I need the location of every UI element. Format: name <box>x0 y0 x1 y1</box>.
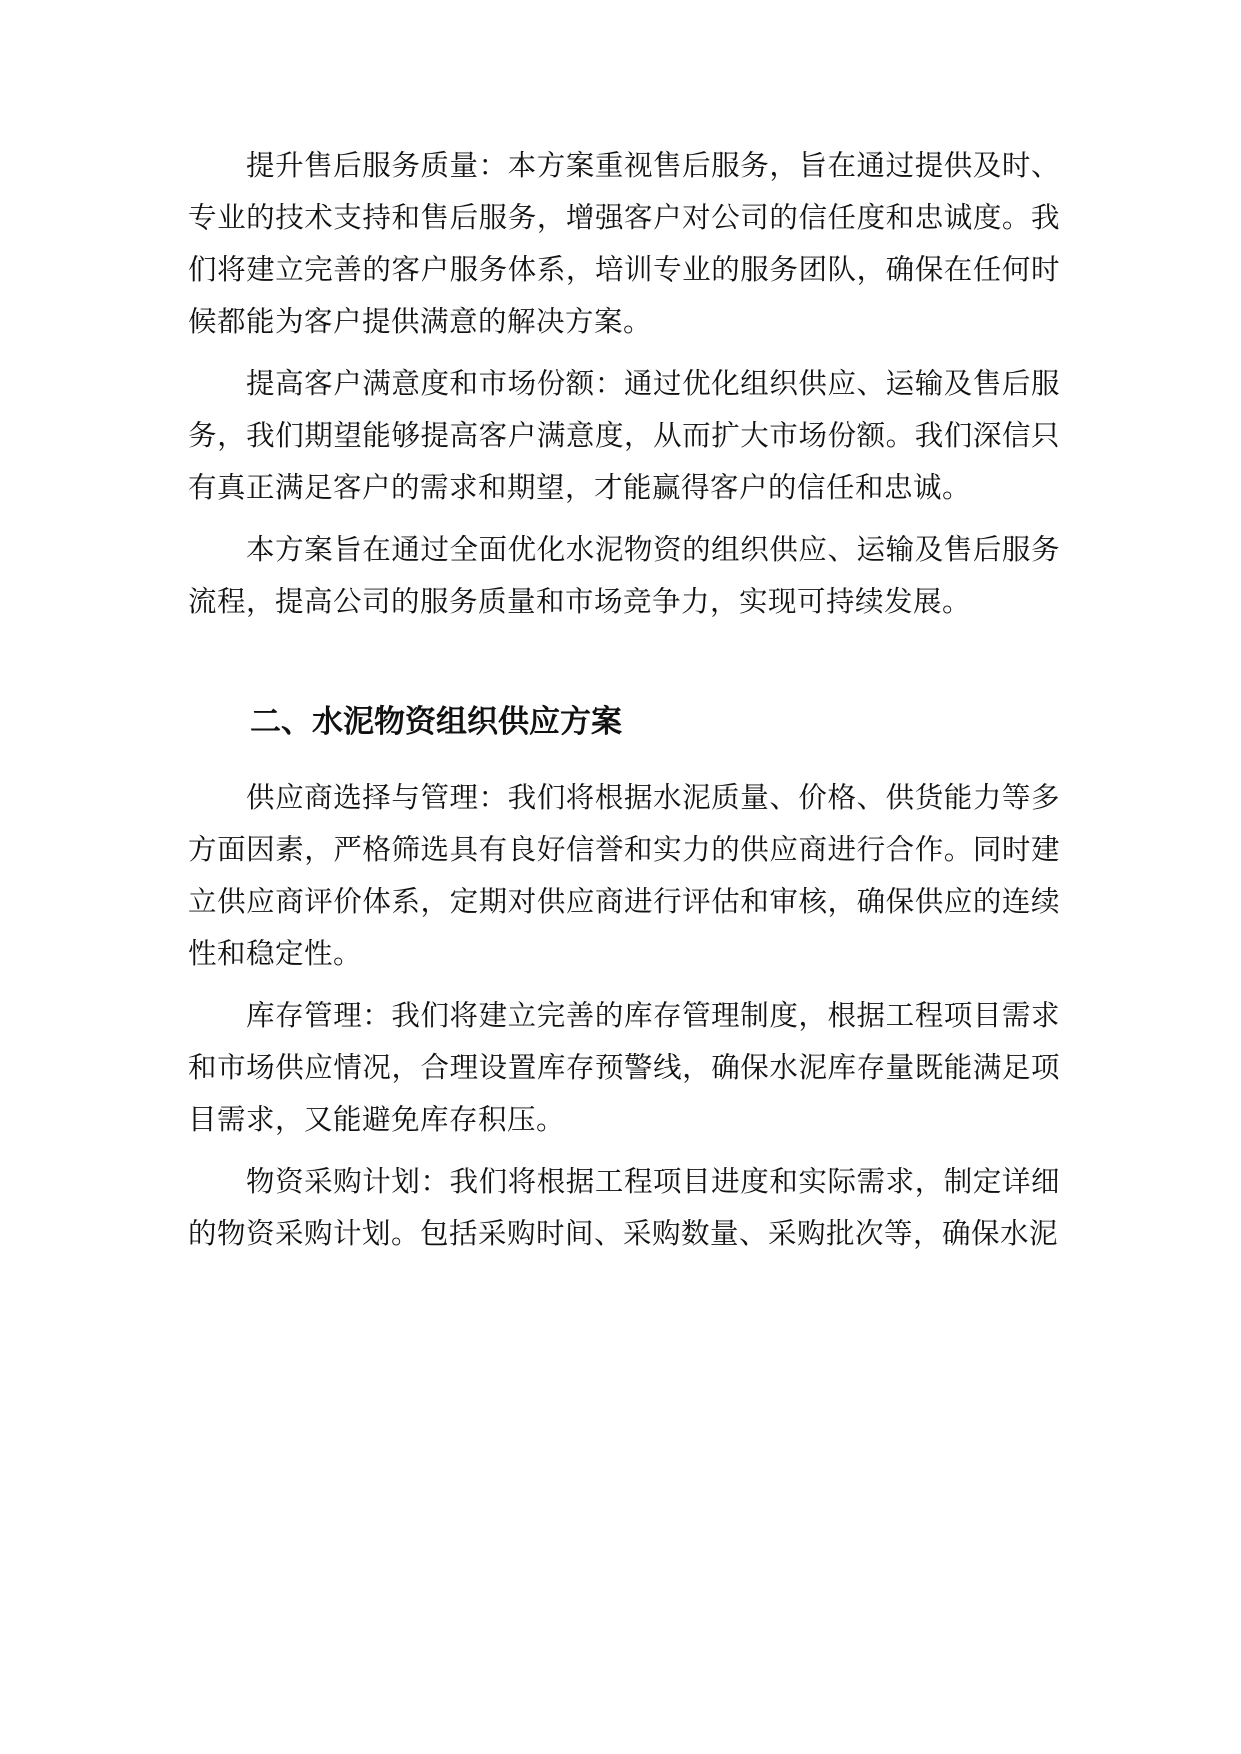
paragraph-after-sales-quality: 提升售后服务质量：本方案重视售后服务，旨在通过提供及时、专业的技术支持和售后服务，增强客户对公司的信任度和忠诚度。我们将建立完善的客户服务体系，培训专业的服务团队，确保在任何时候都能为客户提供满意的解决方案。 <box>188 149 1060 338</box>
paragraph-customer-satisfaction: 提高客户满意度和市场份额：通过优化组织供应、运输及售后服务，我们期望能够提高客户满意度，从而扩大市场份额。我们深信只有真正满足客户的需求和期望，才能赢得客户的信任和忠诚。 <box>188 367 1060 504</box>
document-body <box>188 140 1060 1270</box>
paragraph-supplier-management: 供应商选择与管理：我们将根据水泥质量、价格、供货能力等多方面因素，严格筛选具有良好信誉和实力的供应商进行合作。同时建立供应商评价体系，定期对供应商进行评估和审核，确保供应的连续性和稳定性。 <box>188 781 1060 970</box>
paragraph-plan-summary: 本方案旨在通过全面优化水泥物资的组织供应、运输及售后服务流程，提高公司的服务质量和市场竞争力，实现可持续发展。 <box>188 533 1060 618</box>
section-heading: 二、水泥物资组织供应方案 <box>250 704 622 740</box>
paragraph-inventory-management: 库存管理：我们将建立完善的库存管理制度，根据工程项目需求和市场供应情况，合理设置库存预警线，确保水泥库存量既能满足项目需求，又能避免库存积压。 <box>188 999 1060 1136</box>
paragraph-procurement-plan: 物资采购计划：我们将根据工程项目进度和实际需求，制定详细的物资采购计划。包括采购时间、采购数量、采购批次等，确保水泥 <box>188 1165 1060 1250</box>
